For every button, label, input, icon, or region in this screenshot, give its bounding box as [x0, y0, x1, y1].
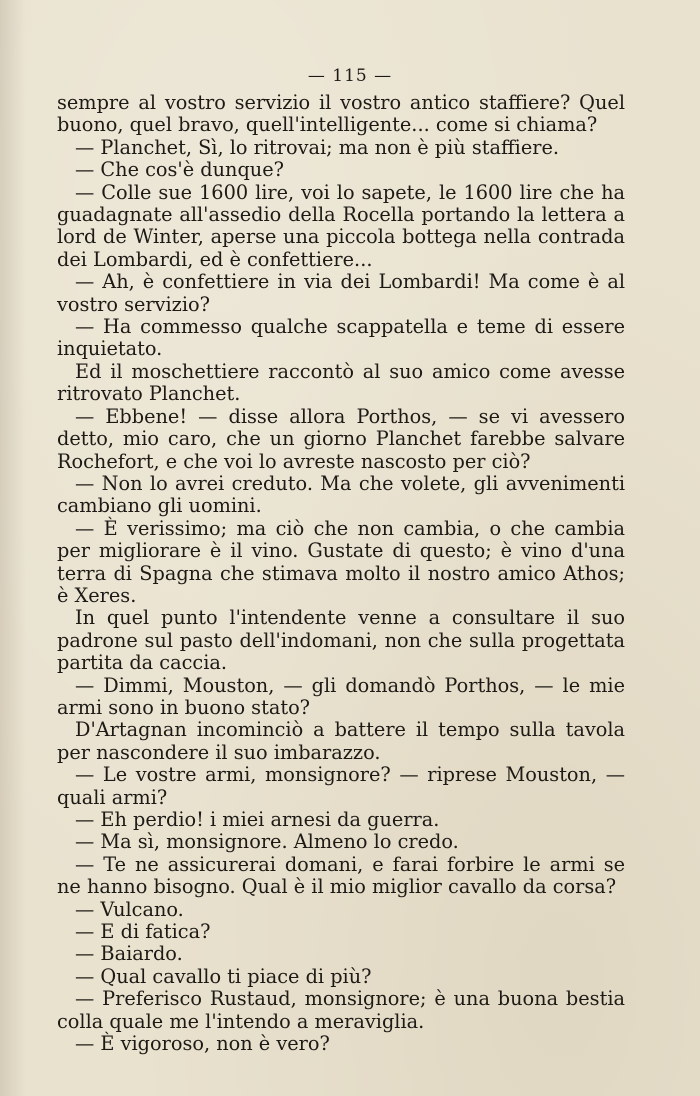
page-number: — 115 — — [307, 66, 393, 86]
paragraph: — Te ne assicurerai domani, e farai forbire le armi se ne hanno bisogno. Qual è il mio miglior cavallo da corsa? — [57, 852, 625, 899]
paragraph: — Qual cavallo ti piace di più? — [75, 964, 372, 988]
paragraph: — È vigoroso, non è vero? — [75, 1032, 330, 1056]
paragraph: — È verissimo; ma ciò che non cambia, o che cambia per migliorare è il vino. Gustate di questo; è vino d'una terra di Spagna che stimava molto il nostro amico Athos; è Xeres. — [57, 516, 625, 607]
paragraph: In quel punto l'intendente venne a consultare il suo padrone sul pasto dell'indomani, non che sulla progettata partita da caccia. — [57, 606, 625, 675]
paragraph: sempre al vostro servizio il vostro antico staffiere? Quel buono, quel bravo, quell'intelligente... come si chiama? — [57, 91, 625, 137]
paragraph: — Ebbene! — disse allora Porthos, — se vi avessero detto, mio caro, che un giorno Planchet farebbe salvare Rochefort, e che voi lo avreste nascosto per ciò? — [57, 404, 625, 473]
paragraph: — Baiardo. — [75, 942, 183, 966]
paragraph: — Planchet, Sì, lo ritrovai; ma non è più staffiere. — [75, 135, 560, 159]
page-gutter-shadow — [0, 0, 26, 1096]
paragraph: — Dimmi, Mouston, — gli domandò Porthos, — le mie armi sono in buono stato? — [57, 673, 625, 719]
paragraph: — Ah, è confettiere in via dei Lombardi! Ma come è al vostro servizio? — [57, 270, 625, 316]
paragraph: — Colle sue 1600 lire, voi lo sapete, le 1600 lire che ha guadagnate all'assedio della Rocella portando la lettera a lord de Winter, aperse una piccola bottega nella contrada dei Lombardi, ed è confettiere... — [57, 180, 625, 271]
paragraph: — Eh perdio! i miei arnesi da guerra. — [75, 808, 440, 831]
body-text — [57, 92, 625, 1055]
paragraph: — E di fatica? — [75, 920, 211, 944]
paragraph: — Preferisco Rustaud, monsignore; è una buona bestia colla quale me l'intendo a meraviglia. — [57, 987, 625, 1033]
paragraph: — Le vostre armi, monsignore? — riprese Mouston, — quali armi? — [57, 763, 625, 809]
paragraph: — Ha commesso qualche scappatella e teme di essere inquietato. — [57, 315, 625, 361]
paragraph: — Vulcano. — [75, 897, 184, 921]
paragraph: — Ma sì, monsignore. Almeno lo credo. — [75, 830, 459, 854]
paragraph: Ed il moschettiere raccontò al suo amico come avesse ritrovato Planchet. — [57, 359, 625, 406]
paragraph: D'Artagnan incominciò a battere il tempo sulla tavola per nascondere il suo imbarazzo. — [57, 718, 625, 764]
paragraph: — Che cos'è dunque? — [75, 158, 284, 182]
paragraph: — Non lo avrei creduto. Ma che volete, gli avvenimenti cambiano gli uomini. — [57, 471, 625, 518]
